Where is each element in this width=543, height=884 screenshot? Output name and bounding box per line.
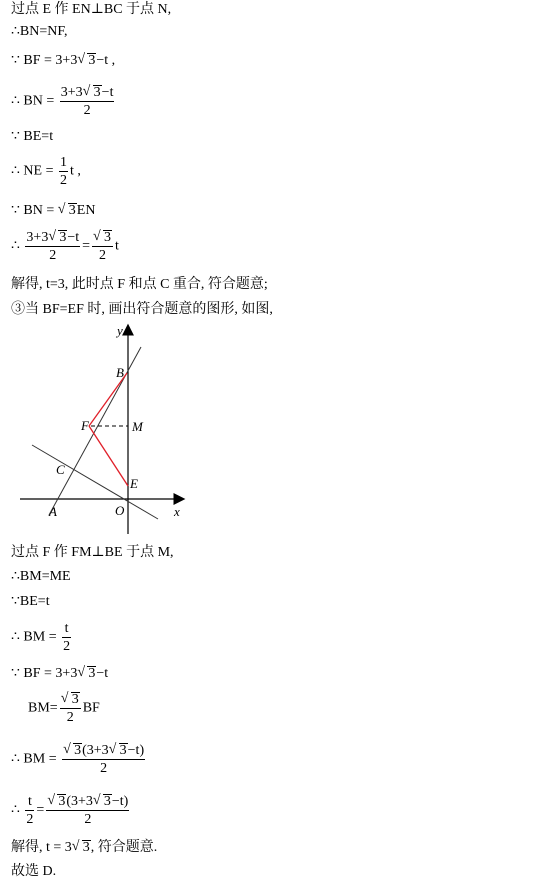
label-m: M [132,419,143,434]
text-line-5: ∵ BE=t [11,129,54,144]
text-line-12: ∴BM=ME [11,569,71,584]
segment-bf [89,373,127,426]
text-line-10: ③当 BF=EF 时, 画出符合题意的图形, 如图, [11,302,273,317]
sqrt-sign: √ 3 [58,201,77,221]
label-c: C [56,462,65,477]
text-line-11: 过点 F 作 FM⊥BE 于点 M, [11,545,174,560]
geometry-figure [15,322,215,537]
text-line-6: ∴ NE = $\frac{1}{2}$ t , [11,155,81,188]
text-line-1: 过点 E 作 EN⊥BC 于点 N, [11,2,172,17]
label-y: y [117,323,123,338]
line-ab [49,347,141,515]
label-x: x [174,504,180,519]
text-line-3 [11,51,115,71]
text-line-16: BM= √ $\frac{3}{2}$ BF [28,691,100,726]
fraction-half: $\frac{1}{2}$ [59,155,67,188]
fraction-bn: $\frac{3+3√ 3-t}{2}$ [60,84,115,119]
text-line-13: ∵BE=t [11,594,50,609]
label-f: F [81,418,89,433]
fraction-sqrt3-half: √ $\frac{3}{2}$ [60,691,81,726]
sqrt-sign: √ 3 [77,664,96,684]
text-line-14: ∴ BM = $\frac{t}{2}$ [11,621,71,654]
expr-bf-suffix: −t , [96,53,116,68]
label-e: E [130,476,138,491]
fraction-bm: √ $\frac{3(3+3√ 3-t)}{2}$ [62,742,145,777]
text-line-7: ∵ BN = √ 3EN [11,201,95,221]
text-line-4 [11,84,116,119]
fraction-rhs: √ $\frac{3(3+3√ 3-t)}{2}$ [46,793,129,828]
fraction-right: √ $\frac{3}{2}$ [92,229,113,264]
text-line-9: 解得, t=3, 此时点 F 和点 C 重合, 符合题意; [11,277,268,292]
text-line-2: ∴BN=NF, [11,24,68,39]
sqrt-sign: √ 3 [72,838,91,858]
label-a: A [49,504,57,519]
label-b: B [116,365,124,380]
text-line-8: ∴ $\frac{3+3√ 3-t}{2}$ = √ $\frac{3}{2}$ t [11,229,119,264]
expr-bn-label: ∴ BN = [11,93,55,109]
text-line-15: ∵ BF = 3+3√ 3−t [11,664,108,684]
expr-bf-prefix: ∵ BF = 3+3 [11,53,78,68]
label-o: O [115,503,125,518]
fraction-t-half: $\frac{t}{2}$ [63,621,71,654]
text-line-18: ∴ $\frac{t}{2}$ = √ $\frac{3(3+3√ 3-t)}{2}$ [11,793,131,828]
fraction-left: $\frac{3+3√ 3-t}{2}$ [25,229,80,264]
text-line-20: 故选 D. [11,864,57,879]
segment-ef [89,426,128,486]
text-line-17: ∴ BM = √ $\frac{3(3+3√ 3-t)}{2}$ [11,742,147,777]
fraction-t-half-2: $\frac{t}{2}$ [26,794,34,827]
sqrt-sign: √ 3 [77,51,96,71]
text-line-19: 解得, t = 3√ 3, 符合题意. [11,838,157,858]
